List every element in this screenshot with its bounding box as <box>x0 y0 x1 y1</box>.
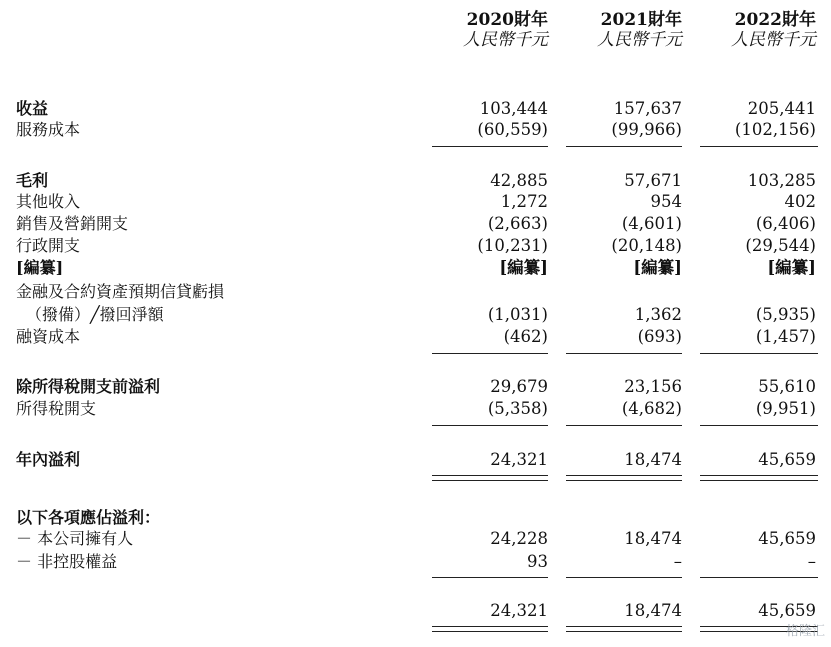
header-year: 2022財年 <box>734 10 816 30</box>
header-unit: 人民幣千元 <box>463 30 548 50</box>
subtotal-rule <box>566 146 682 147</box>
row-label-ecl-line1: 金融及合約資產預期信貸虧損 <box>16 282 225 301</box>
double-rule-bottom <box>432 480 548 481</box>
subtotal-rule <box>700 425 818 426</box>
double-rule-top <box>432 626 548 627</box>
header-unit: 人民幣千元 <box>731 30 816 50</box>
cell-value: 24,321 <box>490 450 548 469</box>
double-rule-bottom <box>566 480 682 481</box>
double-rule-bottom <box>432 631 548 632</box>
subtotal-rule <box>566 577 682 578</box>
cell-value: (10,231) <box>477 236 548 255</box>
cell-value: 103,444 <box>479 99 548 118</box>
header-year: 2021財年 <box>600 10 682 30</box>
cell-value: [編纂] <box>633 258 682 277</box>
cell-value: (60,559) <box>477 120 548 139</box>
row-label-ecl-line2: （撥備）╱撥回淨額 <box>26 305 164 324</box>
row-label-cost-of-services: 服務成本 <box>16 120 81 139</box>
row-label-selling-expenses: 銷售及營銷開支 <box>16 214 129 233</box>
row-label-profit-before-tax: 除所得稅開支前溢利 <box>16 377 161 396</box>
cell-value: 1,362 <box>634 305 682 324</box>
cell-value: (20,148) <box>611 236 682 255</box>
double-rule-top <box>700 475 818 476</box>
cell-value: 57,671 <box>624 171 682 190</box>
cell-value: (6,406) <box>755 214 816 233</box>
cell-value: 18,474 <box>624 450 682 469</box>
cell-value: (5,935) <box>755 305 816 324</box>
row-label-gross-profit: 毛利 <box>16 171 49 190</box>
subtotal-rule <box>566 425 682 426</box>
cell-value: 103,285 <box>747 171 816 190</box>
column-header-2020 <box>398 10 548 50</box>
cell-value: (5,358) <box>487 399 548 418</box>
row-label-owners: － 本公司擁有人 <box>16 529 134 548</box>
cell-value: 205,441 <box>747 99 816 118</box>
cell-value: 55,610 <box>758 377 816 396</box>
double-rule-top <box>566 626 682 627</box>
subtotal-rule <box>566 353 682 354</box>
cell-value: (1,457) <box>755 327 816 346</box>
cell-value: [編纂] <box>767 258 816 277</box>
cell-value: 157,637 <box>613 99 682 118</box>
cell-value: (4,682) <box>621 399 682 418</box>
cell-value: 42,885 <box>490 171 548 190</box>
cell-value: (102,156) <box>734 120 816 139</box>
row-label-non-controlling: － 非控股權益 <box>16 552 118 571</box>
row-label-income-tax: 所得稅開支 <box>16 399 97 418</box>
subtotal-rule <box>700 577 818 578</box>
cell-value: (462) <box>503 327 548 346</box>
subtotal-rule <box>700 353 818 354</box>
row-label-other-income: 其他收入 <box>16 192 81 211</box>
cell-value: 1,272 <box>500 192 548 211</box>
cell-value: 93 <box>527 552 548 571</box>
cell-value: (99,966) <box>611 120 682 139</box>
subtotal-rule <box>432 577 548 578</box>
watermark-logo: 格隆汇 <box>785 624 825 639</box>
cell-value: [編纂] <box>499 258 548 277</box>
cell-value: 45,659 <box>758 601 816 620</box>
double-rule-top <box>566 475 682 476</box>
cell-value: (4,601) <box>621 214 682 233</box>
cell-value: (29,544) <box>745 236 816 255</box>
cell-value: 18,474 <box>624 601 682 620</box>
subtotal-rule <box>432 146 548 147</box>
cell-value: 18,474 <box>624 529 682 548</box>
cell-value: 24,321 <box>490 601 548 620</box>
column-header-2022 <box>666 10 816 50</box>
cell-value: 45,659 <box>758 529 816 548</box>
double-rule-bottom <box>700 480 818 481</box>
cell-value: (9,951) <box>755 399 816 418</box>
cell-value: (693) <box>637 327 682 346</box>
cell-value: 954 <box>650 192 682 211</box>
double-rule-top <box>432 475 548 476</box>
row-label-attributable-to: 以下各項應佔溢利： <box>16 508 161 527</box>
cell-value: (1,031) <box>487 305 548 324</box>
row-label-redacted: [編纂] <box>16 258 64 277</box>
header-unit: 人民幣千元 <box>597 30 682 50</box>
cell-value: – <box>673 552 682 571</box>
row-label-profit-for-year: 年內溢利 <box>16 450 81 469</box>
cell-value: 23,156 <box>624 377 682 396</box>
row-label-finance-costs: 融資成本 <box>16 327 81 346</box>
cell-value: 24,228 <box>490 529 548 548</box>
column-header-2021 <box>532 10 682 50</box>
subtotal-rule <box>432 425 548 426</box>
cell-value: 402 <box>784 192 816 211</box>
header-year: 2020財年 <box>466 10 548 30</box>
subtotal-rule <box>432 353 548 354</box>
cell-value: 45,659 <box>758 450 816 469</box>
row-label-admin-expenses: 行政開支 <box>16 236 81 255</box>
double-rule-bottom <box>566 631 682 632</box>
row-label-revenue: 收益 <box>16 99 49 118</box>
cell-value: – <box>807 552 816 571</box>
cell-value: (2,663) <box>487 214 548 233</box>
subtotal-rule <box>700 146 818 147</box>
cell-value: 29,679 <box>490 377 548 396</box>
